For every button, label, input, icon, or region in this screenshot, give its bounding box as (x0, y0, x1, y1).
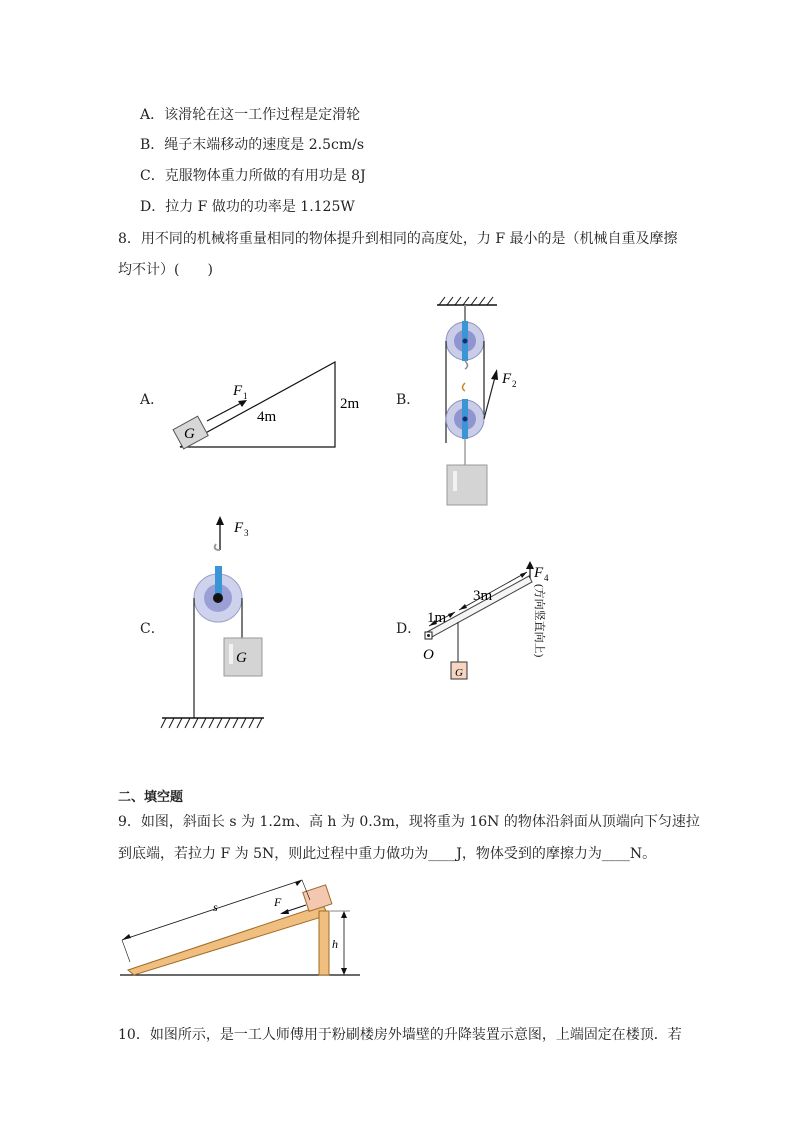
option-7c: C．克服物体重力所做的有用功是 8J (140, 168, 366, 184)
incline-figure-a (165, 355, 385, 455)
question-8-line2: 均不计）( ) (118, 262, 213, 278)
weight-label-d: G (455, 667, 463, 679)
force-sub-b: 2 (512, 379, 517, 389)
force-sub-c: 3 (244, 528, 249, 538)
force-sub-a: 1 (243, 391, 248, 401)
weight-label-c: G (236, 650, 247, 666)
force-label-a: F (233, 383, 243, 399)
question-8-line1: 8．用不同的机械将重量相同的物体提升到相同的高度处，力 F 最小的是（机械自重及摩擦 (118, 231, 678, 247)
force-label-c: F (234, 520, 244, 536)
height-label-q9: h (332, 937, 338, 951)
height-label-a: 2m (340, 396, 360, 412)
option-7d: D．拉力 F 做功的功率是 1.125W (140, 199, 355, 215)
pulley-figure-b (425, 295, 545, 510)
force-label-d: F (534, 565, 544, 581)
segment-1m-d: 1m (427, 610, 447, 626)
force-label-q9: F (274, 895, 282, 909)
option-8a-label: A． (140, 392, 165, 408)
question-9-line2: 到底端，若拉力 F 为 5N，则此过程中重力做功为____J，物体受到的摩擦力为____N。 (118, 846, 657, 862)
question-9-line1: 9．如图，斜面长 s 为 1.2m、高 h 为 0.3m，现将重为 16N 的物体沿斜面从顶端向下匀速拉 (118, 814, 700, 830)
option-8b-label: B． (396, 392, 421, 408)
slope-length-label: s (213, 900, 218, 914)
option-7a: A．该滑轮在这一工作过程是定滑轮 (140, 107, 361, 123)
option-8c-label: C． (140, 621, 165, 637)
question-10-line1: 10．如图所示，是一工人师傅用于粉刷楼房外墙壁的升降装置示意图，上端固定在楼顶．若 (118, 1027, 682, 1043)
option-8d-label: D． (396, 621, 422, 637)
force-sub-d: 4 (544, 573, 549, 583)
force-label-b: F (502, 371, 512, 387)
option-7b: B．绳子末端移动的速度是 2.5cm/s (140, 137, 365, 153)
pulley-figure-c (160, 510, 270, 735)
weight-label-a: G (184, 426, 195, 442)
length-label-a: 4m (257, 409, 277, 425)
incline-figure-q9 (118, 878, 368, 983)
segment-3m-d: 3m (473, 588, 493, 604)
force-direction-d: (方向竖直向上) (533, 584, 545, 658)
section-heading: 二、填空题 (118, 790, 184, 805)
lever-figure-d (415, 560, 575, 685)
pivot-label-d: O (423, 647, 434, 663)
